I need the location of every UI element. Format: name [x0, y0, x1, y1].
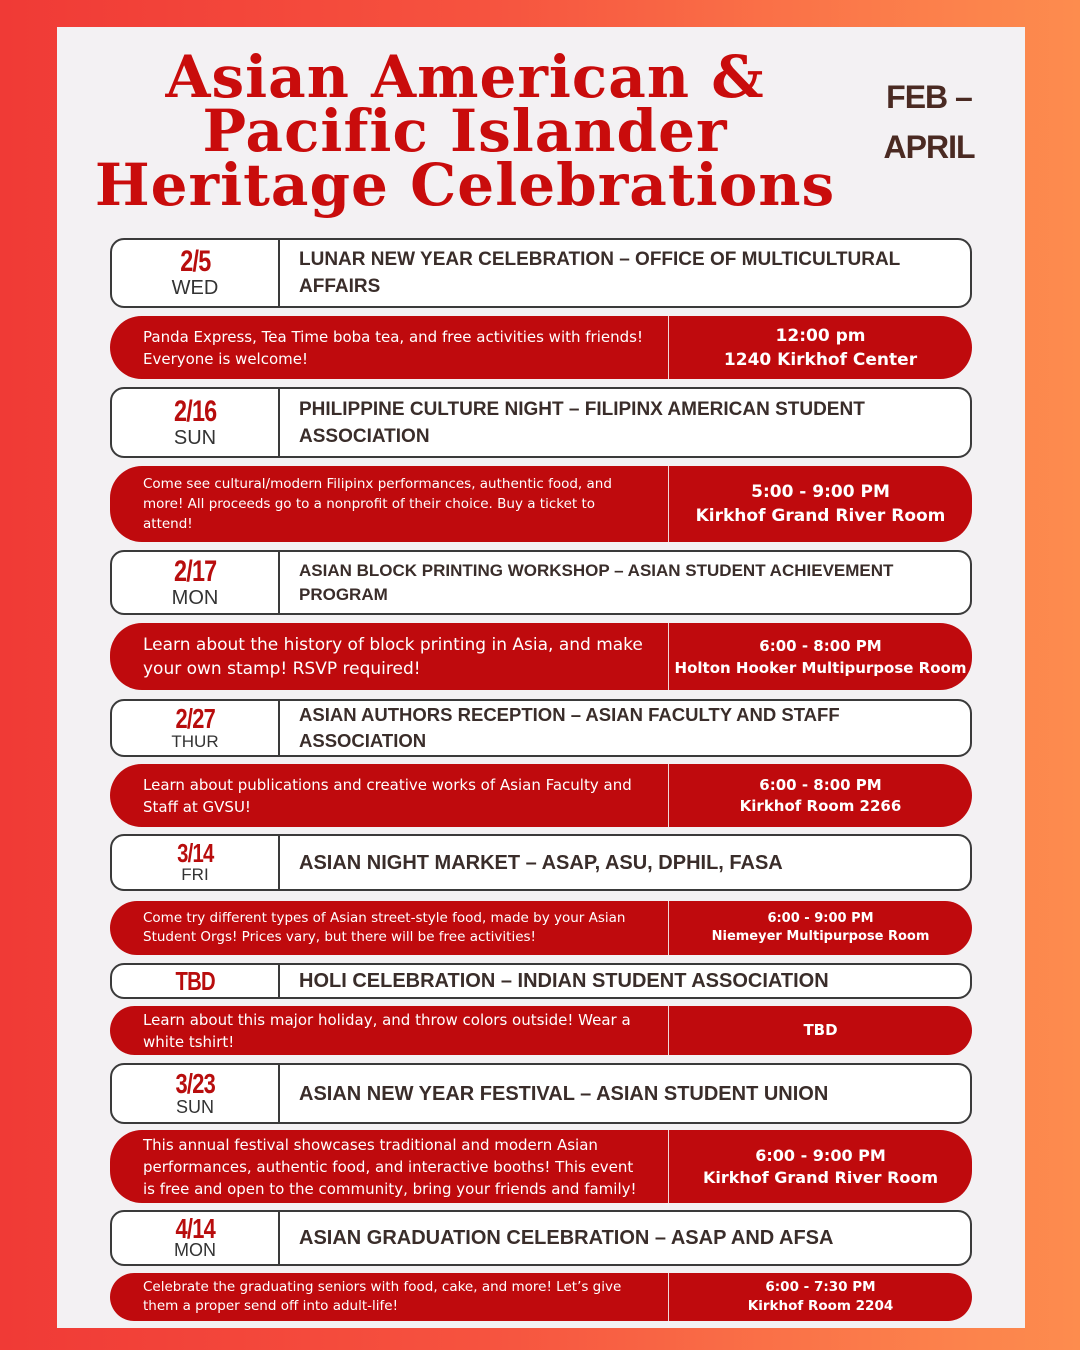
event-date-number: 3/23: [175, 1067, 215, 1099]
event-title: LUNAR NEW YEAR CELEBRATION – OFFICE OF MULTICULTURAL AFFAIRS: [299, 249, 900, 297]
page-title: [80, 43, 850, 219]
event-date-number: 2/17: [173, 554, 217, 588]
event-time: 6:00 - 8:00 PM: [759, 775, 882, 794]
event-day: WED: [171, 277, 219, 299]
event-day: MON: [171, 586, 219, 609]
event-description: Come try different types of Asian street-style food, made by your Asian Student Orgs! Prices vary, but there will be free activities!: [143, 910, 626, 945]
event-day: SUN: [173, 426, 217, 449]
event-title: ASIAN NEW YEAR FESTIVAL – ASIAN STUDENT UNION: [299, 1082, 829, 1105]
event-when: [669, 623, 972, 690]
event-header: [110, 387, 972, 458]
event-date: [112, 552, 280, 613]
event-date: [112, 965, 280, 997]
event-date-number: 3/14: [176, 838, 214, 868]
event-description: Panda Express, Tea Time boba tea, and free activities with friends! Everyone is welcome!: [143, 327, 643, 368]
event-date: [112, 836, 280, 889]
event-title: ASIAN NIGHT MARKET – ASAP, ASU, DPHIL, FASA: [299, 851, 783, 874]
event-when: [669, 764, 972, 827]
event-title: HOLI CELEBRATION – INDIAN STUDENT ASSOCIATION: [299, 970, 829, 992]
event-day: THUR: [171, 731, 219, 751]
event-date-number: 2/16: [173, 394, 217, 428]
event-time: 12:00 pm: [775, 325, 866, 346]
event-when: [669, 1006, 972, 1055]
event-header: [110, 963, 972, 999]
event-time: 5:00 - 9:00 PM: [751, 482, 890, 502]
title-line-1: Asian American &: [165, 43, 765, 111]
event-header: [110, 550, 972, 615]
title-line-3: Heritage Celebrations: [94, 151, 836, 219]
event-details: [110, 901, 972, 955]
event-details: [110, 1273, 972, 1321]
event-title: ASIAN BLOCK PRINTING WORKSHOP – ASIAN STUDENT ACHIEVEMENT PROGRAM: [299, 560, 894, 604]
event-date-number: 2/27: [175, 702, 215, 734]
event-date-number: 4/14: [175, 1213, 215, 1244]
event-day: MON: [174, 1240, 216, 1260]
event-location: 1240 Kirkhof Center: [723, 349, 918, 370]
event-date: [112, 240, 280, 306]
event-date-number: 2/5: [179, 245, 211, 278]
event-date: [112, 701, 280, 755]
event-date: [112, 389, 280, 456]
event-when: [669, 1130, 972, 1203]
event-description: Learn about publications and creative works of Asian Faculty and Staff at GVSU!: [143, 775, 632, 816]
event-date: [112, 1212, 280, 1264]
event-title: ASIAN AUTHORS RECEPTION – ASIAN FACULTY AND STAFF ASSOCIATION: [299, 704, 840, 751]
date-range-start: FEB –: [886, 79, 972, 115]
event-description: Celebrate the graduating seniors with food, cake, and more! Let’s give them a proper send off into adult-life!: [143, 1279, 622, 1314]
event-time: 6:00 - 9:00 PM: [755, 1145, 886, 1165]
event-when: [669, 1273, 972, 1321]
event-date-number: TBD: [175, 966, 215, 996]
event-description: Learn about the history of block printing in Asia, and make your own stamp! RSVP required!: [143, 634, 643, 679]
event-location: Holton Hooker Multipurpose Room: [674, 658, 967, 677]
event-details: [110, 466, 972, 542]
title-line-2: Pacific Islander: [202, 97, 728, 165]
date-range-end: APRIL: [883, 129, 975, 165]
event-date: [112, 1065, 280, 1122]
date-range: [870, 72, 988, 172]
event-description: Come see cultural/modern Filipinx performances, authentic food, and more! All proceeds go to a nonprofit of their choice. Buy a ticket to attend!: [143, 476, 612, 532]
event-location: Kirkhof Grand River Room: [695, 506, 946, 526]
event-time: 6:00 - 8:00 PM: [759, 636, 882, 655]
event-header: [110, 238, 972, 308]
event-title: ASIAN GRADUATION CELEBRATION – ASAP AND AFSA: [299, 1227, 834, 1249]
event-description: This annual festival showcases traditional and modern Asian performances, authentic food, and interactive booths! This event is free and open to the community, bring your friends and family!: [143, 1135, 637, 1198]
event-location: Kirkhof Grand River Room: [702, 1167, 939, 1187]
event-details: [110, 623, 972, 690]
event-header: [110, 834, 972, 891]
event-time: 6:00 - 7:30 PM: [765, 1279, 876, 1295]
event-time: 6:00 - 9:00 PM: [767, 911, 874, 926]
event-time: TBD: [803, 1021, 838, 1039]
event-location: Kirkhof Room 2204: [747, 1298, 894, 1314]
event-title: PHILIPPINE CULTURE NIGHT – FILIPINX AMERICAN STUDENT ASSOCIATION: [299, 398, 865, 447]
event-when: [669, 901, 972, 955]
event-header: [110, 699, 972, 757]
event-day: SUN: [175, 1096, 214, 1117]
event-description: Learn about this major holiday, and throw colors outside! Wear a white tshirt!: [143, 1010, 631, 1051]
event-details: [110, 1130, 972, 1203]
event-header: [110, 1210, 972, 1266]
event-day: FRI: [181, 865, 209, 884]
event-when: [669, 316, 972, 379]
event-details: [110, 1006, 972, 1055]
event-location: Niemeyer Multipurpose Room: [711, 929, 930, 944]
event-details: [110, 764, 972, 827]
event-location: Kirkhof Room 2266: [739, 796, 902, 815]
event-when: [669, 466, 972, 542]
event-header: [110, 1063, 972, 1124]
event-details: [110, 316, 972, 379]
